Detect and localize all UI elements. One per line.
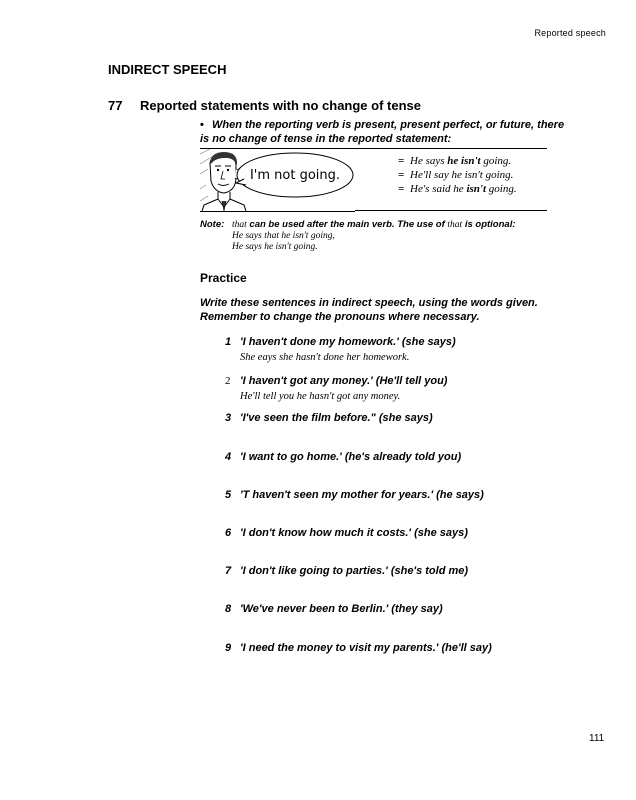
rule-line-bottom bbox=[355, 210, 547, 211]
item-number: 6 bbox=[225, 527, 232, 539]
item-prompt: 'T haven't seen my mother for years.' (he says) bbox=[240, 489, 484, 501]
item-number: 9 bbox=[225, 642, 232, 654]
practice-instructions: Write these sentences in indirect speech, using the words given. Remember to change the pronouns where necessary. bbox=[200, 297, 538, 323]
example-line: = He'll say he isn't going. bbox=[398, 169, 514, 181]
example-line: = He's said he isn't going. bbox=[398, 183, 517, 195]
item-prompt: 'I need the money to visit my parents.' (he'll say) bbox=[240, 642, 492, 654]
item-number: 5 bbox=[225, 489, 232, 501]
item-prompt: 'We've never been to Berlin.' (they say) bbox=[240, 603, 443, 615]
section-title: Reported statements with no change of tense bbox=[140, 98, 421, 113]
speech-bubble-text: I'm not going. bbox=[249, 168, 341, 183]
item-prompt: 'I haven't done my homework.' (she says) bbox=[240, 336, 456, 348]
item-answer: She eays she hasn't done her homework. bbox=[240, 352, 410, 363]
example-line: = He says he isn't going. bbox=[398, 155, 512, 167]
item-number: 8 bbox=[225, 603, 232, 615]
page-title: INDIRECT SPEECH bbox=[108, 62, 227, 77]
item-prompt: 'I don't know how much it costs.' (she says) bbox=[240, 527, 468, 539]
item-prompt: 'I don't like going to parties.' (she's told me) bbox=[240, 565, 469, 577]
note-example: He says he isn't going. bbox=[232, 242, 318, 252]
rule-line-top bbox=[355, 148, 547, 149]
item-number: 4 bbox=[225, 451, 232, 463]
item-prompt: 'I want to go home.' (he's already told you) bbox=[240, 451, 462, 463]
man-speaking-illustration bbox=[200, 149, 355, 211]
page-number: 111 bbox=[589, 733, 605, 744]
item-number: 3 bbox=[225, 412, 232, 424]
grammar-rule: • When the reporting verb is present, present perfect, or future, there is no change of tense in the reported statement: bbox=[200, 119, 565, 145]
running-head: Reported speech bbox=[534, 28, 606, 38]
note-text: that can be used after the main verb. The use of that is optional: bbox=[232, 219, 516, 230]
section-number: 77 bbox=[108, 98, 123, 113]
bullet-icon: • bbox=[200, 119, 204, 131]
item-prompt: 'I've seen the film before." (she says) bbox=[240, 412, 433, 424]
practice-heading: Practice bbox=[200, 271, 247, 285]
illustration bbox=[200, 148, 355, 212]
note-label: Note: bbox=[200, 219, 225, 230]
item-prompt: 'I haven't got any money.' (He'll tell you) bbox=[240, 375, 448, 387]
item-number: 2 bbox=[225, 375, 231, 387]
note-example: He says that he isn't going, bbox=[232, 231, 335, 241]
item-number: 7 bbox=[225, 565, 232, 577]
item-number: 1 bbox=[225, 336, 232, 348]
item-answer: He'll tell you he hasn't got any money. bbox=[240, 391, 401, 402]
